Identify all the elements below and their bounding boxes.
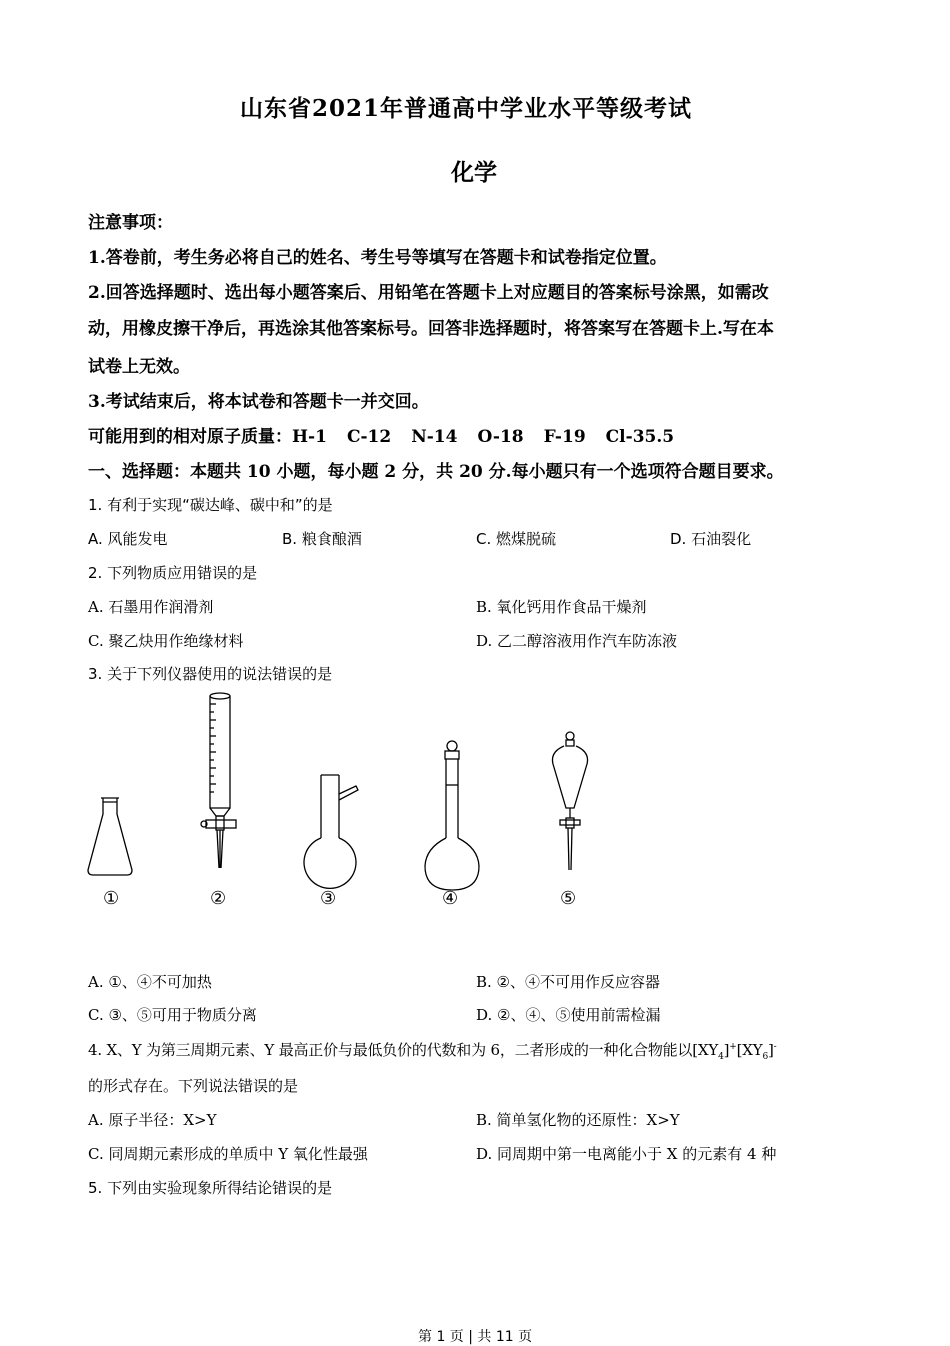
apparatus-label-4: ④ [442,888,459,909]
q4-stem-line1 [88,1039,776,1060]
q2-option-d: D. 乙二醇溶液用作汽车防冻液 [476,632,678,650]
burette-icon [201,693,236,868]
subject-title: 化学 [451,159,497,186]
q4-stem-line2: 的形式存在。下列说法错误的是 [88,1077,299,1095]
q2-stem: 2. 下列物质应用错误的是 [88,564,258,582]
q4-option-a: A. 原子半径：X>Y [88,1111,217,1129]
q4-stem-text: 4. X、Y 为第三周期元素、Y 最高正价与最低负价的代数和为 6，二者形成的一种化合物能以 [88,1041,693,1059]
q4-formula-anion: $[XY_6]^-$ [736,1041,777,1062]
q4-option-c: C. 同周期元素形成的单质中 Y 氧化性最强 [88,1145,368,1163]
apparatus-label-3: ③ [320,888,337,909]
distilling-flask-icon [304,775,358,888]
section-1-heading: 一、选择题：本题共 10 小题，每小题 2 分，共 20 分.每小题只有一个选项符合题目要求。 [88,462,784,482]
q4-formula-cation: $[XY_4]^+$ [692,1041,737,1062]
notice-item-1: 1.答卷前，考生务必将自己的姓名、考生号等填写在答题卡和试卷指定位置。 [88,248,667,268]
q2-option-c: C. 聚乙炔用作绝缘材料 [88,632,244,650]
mass-h: H-1 [292,427,327,447]
q1-option-b: B. 粮食酿酒 [282,530,362,548]
q3-option-c: C. ③、⑤可用于物质分离 [88,1006,257,1024]
q3-option-b: B. ②、④不可用作反应容器 [476,973,661,991]
q1-option-d: D. 石油裂化 [670,530,752,548]
apparatus-label-1: ① [103,888,120,909]
notice-heading: 注意事项： [88,213,173,233]
apparatus-figure [80,690,640,920]
q1-option-a: A. 风能发电 [88,530,168,548]
q5-stem: 5. 下列由实验现象所得结论错误的是 [88,1179,333,1197]
apparatus-label-5: ⑤ [560,888,577,909]
conical-flask-icon [88,798,132,875]
notice-item-2-line2: 动，用橡皮擦干净后，再选涂其他答案标号。回答非选择题时，将答案写在答题卡上.写在本 [88,319,774,339]
q3-option-d: D. ②、④、⑤使用前需检漏 [476,1006,661,1024]
atomic-masses-label: 可能用到的相对原子质量： [88,427,292,447]
page-footer: 第 1 页 | 共 11 页 [418,1329,533,1345]
atomic-masses [88,422,674,447]
volumetric-flask-icon [425,741,479,890]
separatory-funnel-icon [552,732,587,870]
q2-option-b: B. 氧化钙用作食品干燥剂 [476,598,647,616]
exam-title: 山东省2021年普通高中学业水平等级考试 [240,95,693,122]
q2-option-a: A. 石墨用作润滑剂 [88,598,214,616]
notice-item-2-line1: 2.回答选择题时、选出每小题答案后、用铅笔在答题卡上对应题目的答案标号涂黑，如需改 [88,283,769,303]
q4-option-b: B. 简单氢化物的还原性：X>Y [476,1111,680,1129]
mass-n: N-14 [411,427,458,447]
q1-option-c: C. 燃煤脱硫 [476,530,557,548]
mass-o: O-18 [477,427,524,447]
notice-item-2-line3: 试卷上无效。 [88,357,190,377]
apparatus-label-2: ② [210,888,227,909]
q3-stem: 3. 关于下列仪器使用的说法错误的是 [88,665,333,683]
q4-option-d: D. 同周期中第一电离能小于 X 的元素有 4 种 [476,1145,777,1163]
mass-f: F-19 [543,427,586,447]
mass-c: C-12 [346,427,392,447]
q3-option-a: A. ①、④不可加热 [88,973,212,991]
mass-cl: Cl-35.5 [605,427,675,447]
q1-stem: 1. 有利于实现“碳达峰、碳中和”的是 [88,496,333,514]
notice-item-3: 3.考试结束后，将本试卷和答题卡一并交回。 [88,392,429,412]
